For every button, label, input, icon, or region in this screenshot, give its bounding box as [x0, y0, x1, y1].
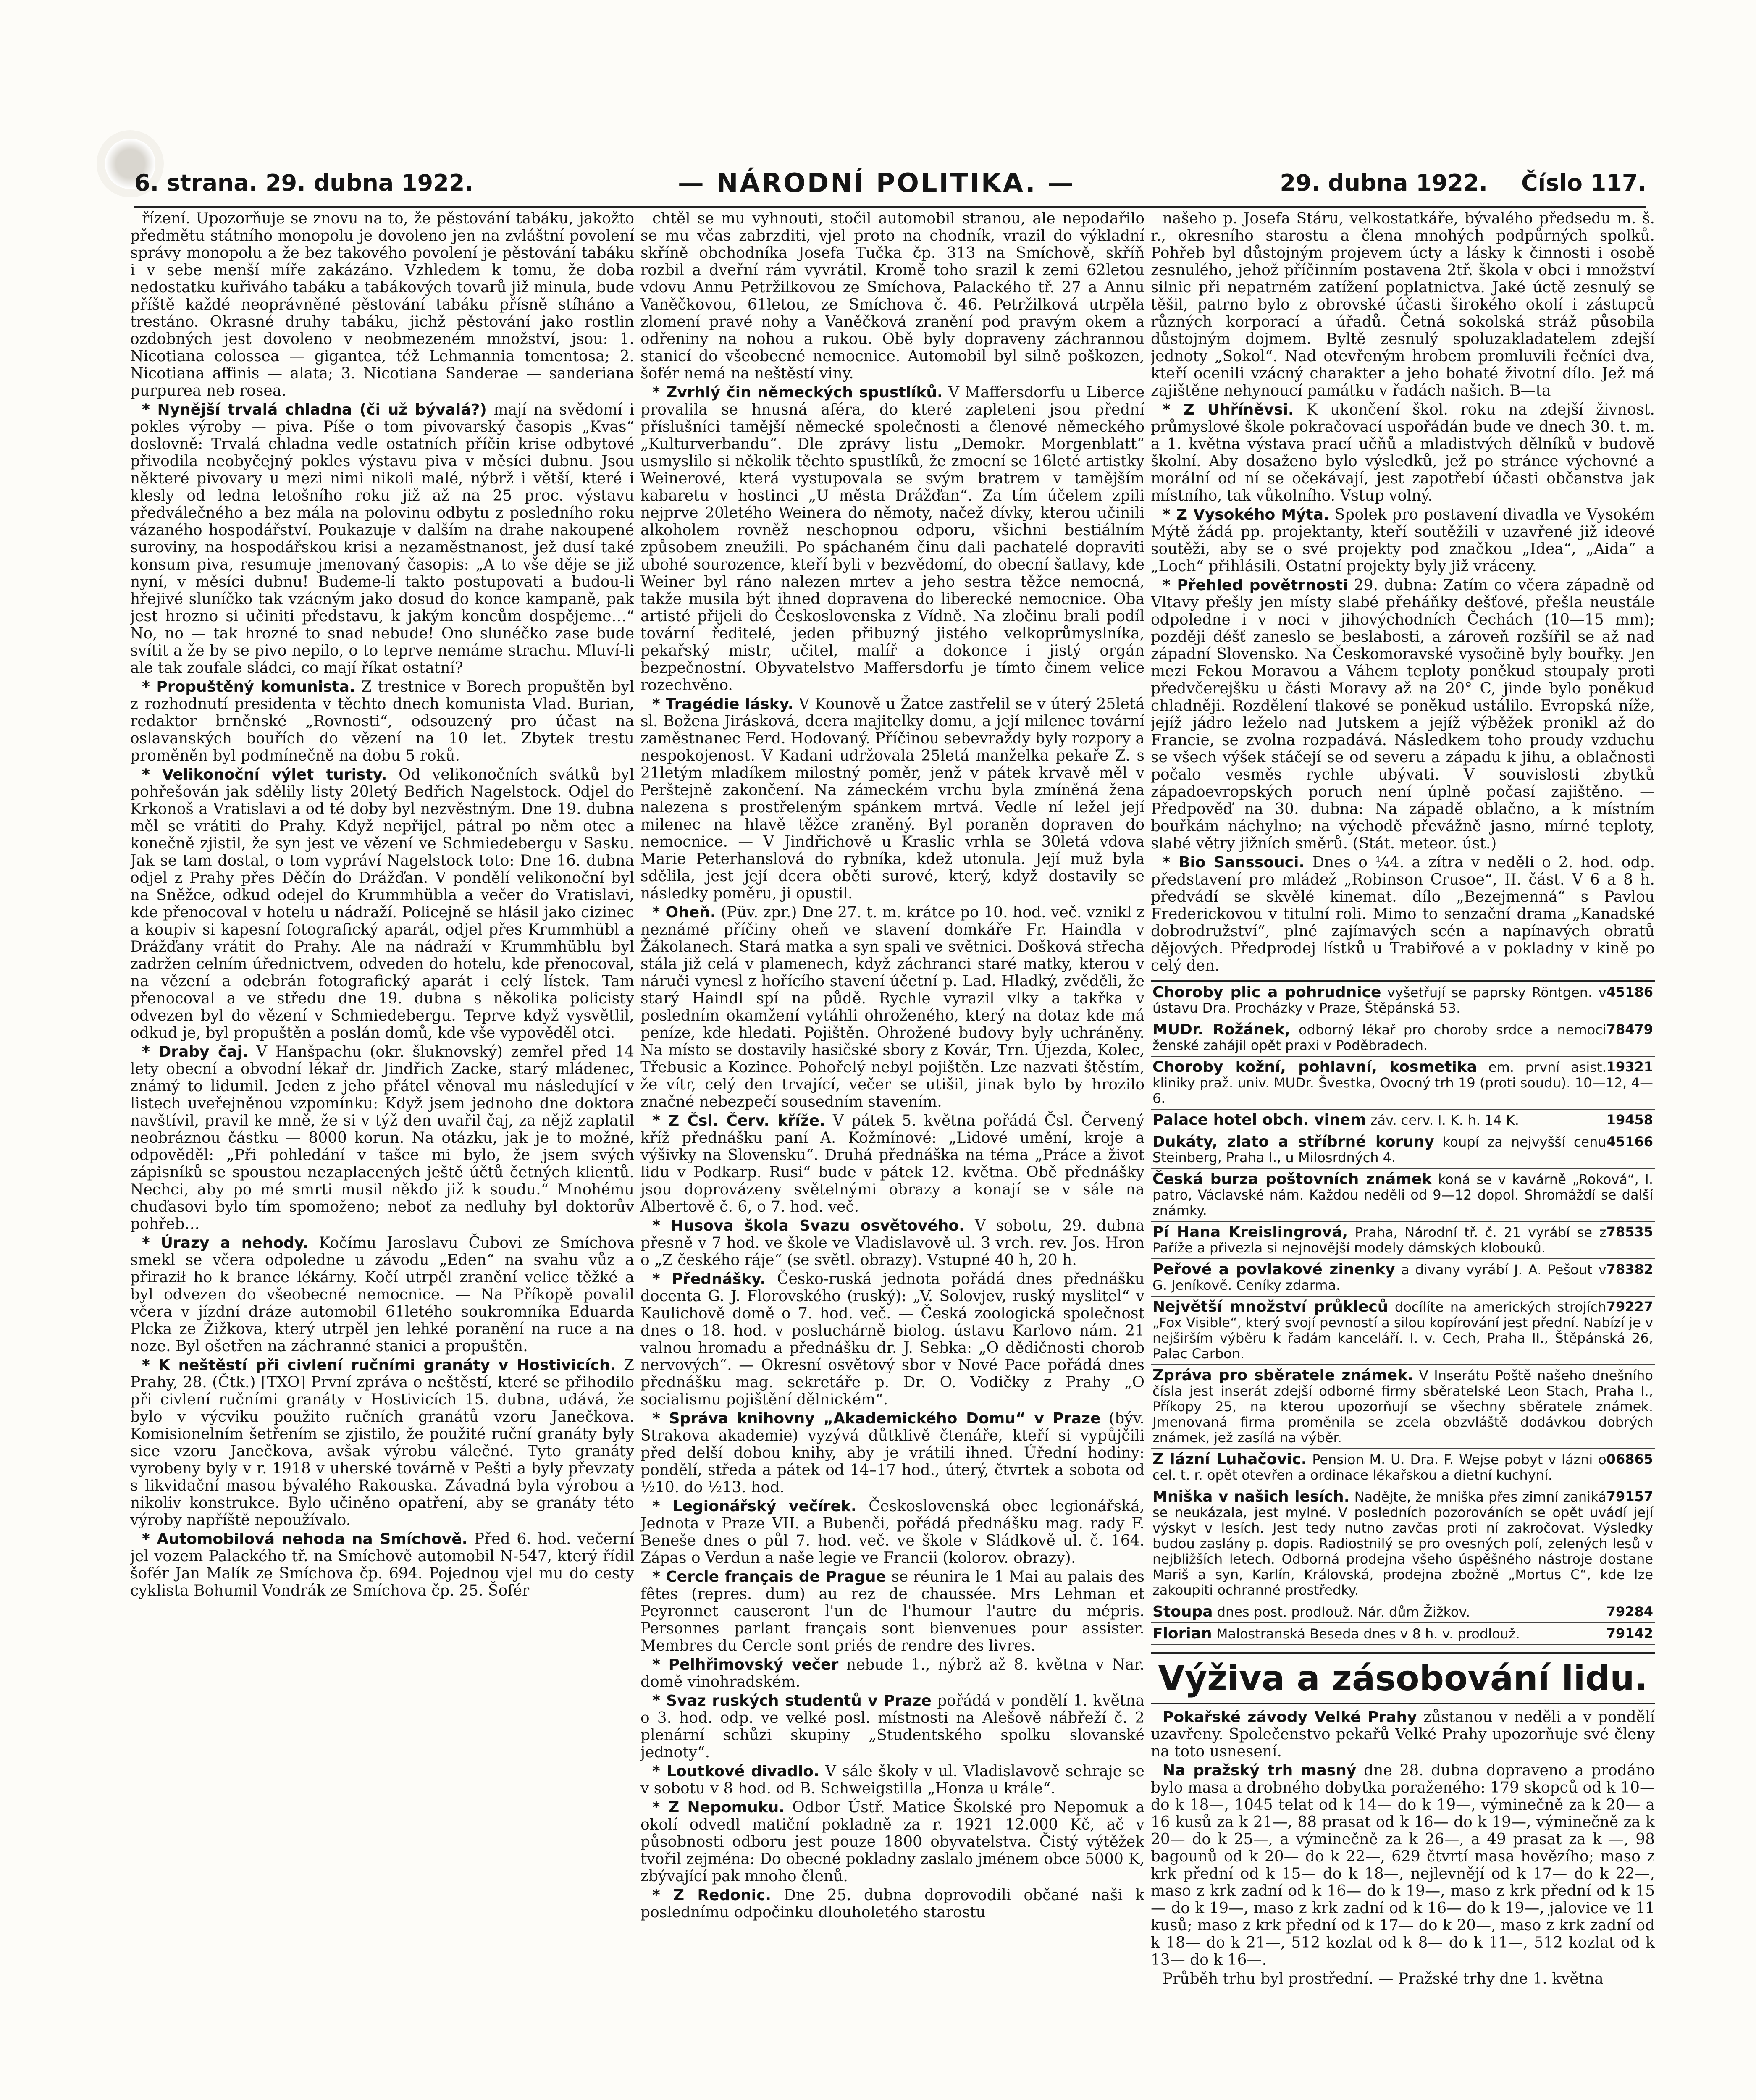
- classified-ad: [1151, 1365, 1655, 1449]
- column-3-articles: [1151, 210, 1655, 974]
- article-paragraph: [1151, 1970, 1655, 1987]
- article-text: pořádá v pondělí 1. května o 3. hod. odp. ve velké posl. místnosti na Alešově nábřeží č. 2 plenární schůzi skupiny „Studentského spolku slovanské jednoty“.: [640, 1692, 1144, 1761]
- ad-text: Nadějte, že mniška přes zimní zaniká se neukázala, jest mylné. V posledních pozorováních se opět uvádí její výskyt v lesích. Jest tedy nutno zavčas proti ní zakročovat. Výsledky budou zaslány p. dopis. Radiostnilý se pro ovesných polí, zelených lesů v nejbližších letech. Odborná prodejna všeho úspěšného nástroje dostane Mariš a syn, Karlín, Královská, prodejna zbožně „Mortus C“, kde lze zakoupiti ochranné prostředky.: [1152, 1489, 1653, 1598]
- article-text: Odbor Ústř. Matice Školské pro Nepomuk a okolí odvedl matiční pokladně za r. 1921 12.000 Kč, ač v působnosti odboru jest pouze 1800 obyvatelstva. Čistý výtěžek tvořil zejména: Do obecné pokladny zaslalo jménem obce 5000 K, zbývající pak mnoho členů.: [640, 1799, 1144, 1885]
- article-text: Průběh trhu byl prostřední. — Pražské trhy dne 1. května: [1163, 1970, 1604, 1987]
- article-heading: * Z Čsl. Červ. kříže.: [652, 1112, 825, 1129]
- article-heading: * Pelhřimovský večer: [652, 1656, 839, 1673]
- article-paragraph: [1151, 401, 1655, 504]
- article-paragraph: [640, 1498, 1144, 1567]
- ad-heading: Zpráva pro sběratele známek.: [1152, 1367, 1413, 1384]
- classified-ad: [1151, 1297, 1655, 1365]
- classified-ad: [1151, 1259, 1655, 1297]
- ad-text: Pension M. U. Dra. F. Wejse pobyt v lázni o cel. t. r. opět otevřen a ordinace lékařskou a dietní kuchyní.: [1152, 1452, 1606, 1483]
- ad-heading: Z lázní Luhačovic.: [1152, 1451, 1307, 1468]
- article-text: mají na svědomí i pokles výroby — piva. Píše o tom pivovarský časopis „Kvas“ doslovně: Trvalá chladna vedle ostatních příčin krise odbytové přivodila neobyčejný pokles výstavu piva v měsíci dubnu. Jsou některé pivovary u mezi nimi nikoli malé, nýbrž i větší, které i klesly od ledna letošního roku již až na 25 proc. výstavu předválečného a bez mála na polovinu odbytu z posledního roku vázaného hospodářství. Poukazuje v dalším na drahe nakoupené suroviny, na hospodářskou krisi a nezaměstnanost, jež dusí také konsum piva, resumuje jmenovaný časopis: „A to vše děje se již nyní, v měsíci dubnu! Budeme-li takto postupovati a budou-li hřejivé sluníčko tak vzácným jako dosud do konce kampaně, pak jest hrozno si učiniti představu, k jakým koncům dospějeme…“ No, no — tak hrozné to snad nebude! Ono slunéčko zase bude svítit a že by se pivo nepilo, o to teprve nemáme strachu. Mluví-li ale tak zoufale sládci, co mají říkat ostatní?: [130, 401, 634, 677]
- ad-number: 06865: [1606, 1451, 1653, 1467]
- article-heading: * Velikonoční výlet turisty.: [142, 766, 387, 783]
- article-heading: Pokařské závody Velké Prahy: [1163, 1709, 1417, 1726]
- article-text: nebude 1., nýbrž až 8. května v Nar. domě vinohradském.: [640, 1656, 1144, 1690]
- classified-ad: [1151, 1019, 1655, 1057]
- column-3: [1151, 210, 1655, 2100]
- article-paragraph: [640, 1887, 1144, 1921]
- article-heading: * Propuštěný komunista.: [142, 678, 355, 696]
- article-text: 29. dubna: Zatím co včera západně od Vltavy přešly jen místy slabé přeháňky dešťové, přešla neustále odpoledne i v noci v jihovýchodních Čechách (10—15 mm); později déšť zaneslo se beslabosti, a zároveň rozšířil se až nad západní Slovensko. Na Českomoravské vysočině byly bouřky. Jen mezi Fekou Moravou a Váhem teploty poněkud stoupaly proti předvčerejšku u části Moravy až na 20° C, jinde bylo poněkud chladněji. Rozdělení tlakové se poněkud ustálilo. Evropská níže, jejíž jádro leželo nad Jutskem a jejíž výběžek pronikl až do Francie, se zvolna rozpadává. Následkem toho proudy vzduchu se všech výšek stáčejí se od severu a západu k jihu, a oblačnosti počalo vesměs rychle ubývati. V souvislosti zbytků západoevropských poruch není úplně počasí zajištěno. — Předpověď na 30. dubna: Na západě oblačno, a k místním bouřkám náchylno; na východě převážně jasno, mírné teploty, slabé větry jižních směrů. (Stát. meteor. úst.): [1151, 577, 1655, 852]
- article-text: Československá obec legionářská, Jednota v Praze VII. a Bubenči, pořádá přednášku mag. rady F. Beneše dnes o půl 7. hod. več. ve škole v Sládkově ul. č. 164. Zápas o Verdun a naše legie ve Francii (kolorov. obrazy).: [640, 1498, 1144, 1567]
- article-text: (býv. Strakova akademie) vyzývá důtklivě čtenáře, kteří si vypůjčili před delší dobou knihy, aby je vrátili ihned. Úřední hodiny: pondělí, středa a pátek od 14–17 hod., úterý, čtvrtek a sobota od ½10. do ½13. hod.: [640, 1410, 1144, 1496]
- classified-ad: [1151, 1601, 1655, 1623]
- article-text: řízení. Upozorňuje se znovu na to, že pěstování tabáku, jakožto předmětu státního monopolu je dovoleno jen na zvláštní povolení správy monopolu a že bez takového povolení je pěstování tabáku i v sebe menší míře zakázáno. Vzhledem k tomu, že doba nedostatku kuřiváho tabáku a tabákových tovarů již minula, bude příště každé neoprávněné pěstování tabáku přísně stíháno a trestáno. Okrasné druhy tabáku, jichž pěstování jako rostlin ozdobných jest dovoleno v neobmezeném množství, jsou: 1. Nicotiana colossea — gigantea, též Lehmannia tomentosa; 2. Nicotiana affinis — alata; 3. Nicotiana Sanderae — sanderiana purpurea neb rosea.: [130, 210, 634, 399]
- article-heading: * Loutkové divadlo.: [652, 1763, 819, 1780]
- ad-number: 19458: [1606, 1112, 1653, 1128]
- article-heading: * Správa knihovny „Akademického Domu“ v Praze: [652, 1410, 1101, 1427]
- article-text: (Püv. zpr.) Dne 27. t. m. krátce po 10. hod. več. vznikl z neznámé příčiny oheň ve stavení domkáře Fr. Haindla v Žákolanech. Stará matka a syn spali ve světnici. Došková střecha stála již celá v plamenech, když záchranci staré matky, kterou v náruči vynesl z hořícího stavení účetní p. Lad. Hladký, zvěděli, že starý Haindl spí na půdě. Rychle vyrazil vlky a takřka v posledním okamžení vytáhli ohroženého, který na dotaz kde má peníze, kde hledati. Pojištěn. Ohrožené budovy byly uchráněny. Na místo se dostavily hasičské sbory z Kovár, Trn. Újezda, Kolec, Třebusic a Kozince. Pohořelý nebyl pojištěn. Lze nazvati štěstím, že vítr, celý den trvající, večer se utišil, jinak bylo by hrozilo značné nebezpečí sousedním stavením.: [640, 904, 1144, 1110]
- ad-heading: Choroby kožní, pohlavní, kosmetika: [1152, 1058, 1478, 1076]
- classified-ad: [1151, 1449, 1655, 1486]
- ad-number: 78479: [1606, 1021, 1653, 1037]
- page-label: 6. strana. 29. dubna 1922.: [134, 169, 473, 196]
- article-paragraph: [640, 696, 1144, 902]
- article-heading: * Draby čaj.: [142, 1043, 248, 1060]
- ad-number: 79142: [1606, 1625, 1653, 1641]
- article-paragraph: [1151, 210, 1655, 399]
- ad-number: 79227: [1606, 1299, 1653, 1315]
- ad-heading: Peřové a povlakové zinenky: [1152, 1261, 1395, 1278]
- article-paragraph: [1151, 1762, 1655, 1969]
- ad-text: vyšetřují se paprsky Röntgen. v ústavu Dra. Procházky v Praze, Štěpánská 53.: [1152, 984, 1606, 1016]
- ad-heading: Mniška v našich lesích.: [1152, 1488, 1350, 1505]
- ad-heading: Největší množství průkleců: [1152, 1298, 1389, 1315]
- ad-text: V Inserátu Poště našeho dnešního čísla jest inserát zdejší odborné firmy sběratelské Leon Stach, Praha I., Příkopy 25, na kterou upozorňují se všechny sběratele známek. Jmenovaná firma proměnila se zcela obzvláště dodávkou dobrých známek, jež zasílá na výběr.: [1152, 1368, 1653, 1446]
- classified-ad: [1151, 1222, 1655, 1259]
- article-heading: * Oheň.: [652, 904, 716, 921]
- section-title: Výživa a zásobování lidu.: [1151, 1652, 1655, 1704]
- article-text: V pátek 5. května pořádá Čsl. Červený kříž přednášku paní A. Kožmínové: „Lidové umění, kroje a výšivky na Slovensku“. Druhá přednáška na téma „Práce a život lidu v Podkarp. Rusi“ bude v pátek 12. května. Obě přednášky jsou doprovázeny světelnými obrazy a konají se v sále na Albertově č. 6, o 7. hod. več.: [640, 1112, 1144, 1215]
- article-text: V Hanšpachu (okr. šluknovský) zemřel před 14 lety obecní a obvodní lékař dr. Jindřich Zacke, starý mládenec, známý to lidumil. Jeden z jeho přátel věnoval mu následující v listech uveřejněnou vzpomínku: Když jsem jednoho dne doktora navštívil, pravil ke mně, že si v týž den uvařil čaj, za nějž zaplatil neobráznou částku — 8000 korun. Na otázku, jak je to možné, odpověděl: „Při pohledání v tašce mi bylo, že jsem svých zápisníků se spoustou nezaplacených ještě účtů četných klientů. Nechci, aby po mé smrti musil někdo již k soudu.“ Mnohému chuďasovi bylo tím spomoženo; neboť za nedluhy byl doktorův pohřeb…: [130, 1043, 634, 1233]
- article-heading: * Automobilová nehoda na Smíchově.: [142, 1530, 468, 1548]
- ad-text: koná se v kavárně „Roková“, I. patro, Václavské nám. Každou neděli od 9—12 dopol. Shromáždí se další známky.: [1152, 1171, 1653, 1218]
- ad-text: docílíte na amerických strojích „Fox Visible“, který svojí pevností a silou kopírování jest přední. Nabízí je v nejširším výběru k řadám kanceláří. I. v. Cech, Praha II., Štěpánská 26, Palac Carbon.: [1152, 1299, 1654, 1362]
- ad-number: 45186: [1606, 984, 1653, 1000]
- article-text: Spolek pro postavení divadla ve Vysokém Mýtě žádá pp. projektanty, kteří soutěžili v uzavřené již ideové soutěži, aby se o své projekty pod značkou „Idea“, „Aida“ a „Loch“ přihlásili. Ostatní projekty byly již vráceny.: [1151, 506, 1655, 575]
- ad-number: 45166: [1606, 1134, 1653, 1150]
- article-text: K ukončení škol. roku na zdejší živnost. průmyslové škole pokračovací uspořádán bude ve dnech 30. t. m. a 1. května výstava prací učňů a mladistvých dělníků v budově školní. Aby dosaženo bylo výsledků, jež po stránce výchovné a morální od ní se očekávají, jest zapotřebí účasti občanstva jak místního, tak vůkolního. Vstup volný.: [1151, 401, 1655, 504]
- classified-ad: [1151, 1131, 1655, 1169]
- article-paragraph: [640, 1799, 1144, 1885]
- ad-heading: Florian: [1152, 1625, 1212, 1642]
- columns: [130, 210, 1655, 2100]
- article-heading: * Přehled povětrnosti: [1163, 577, 1348, 594]
- classified-ad: [1151, 1623, 1655, 1645]
- article-heading: * Tragédie lásky.: [652, 696, 794, 713]
- classified-ad: [1151, 1486, 1655, 1601]
- header-date: 29. dubna 1922.: [1280, 169, 1488, 196]
- article-text: chtěl se mu vyhnouti, stočil automobil stranou, ale nepodařilo se mu včas zabrzditi, vjel proto na chodník, vrazil do výkladní skříně obchodníka Josefa Tučka čp. 313 na Smíchově, skříň rozbil a dveřní rám vyvrátil. Kromě toho srazil k zemi 62letou vdovu Annu Petržilkovou ze Smíchova, Palackého tř. 27 a Annu Vaněčkovou, 61letou, ze Smíchova č. 46. Petržilková utrpěla zlomení pravé nohy a Vaněčková zranění pod pravým okem a odřeniny na nohou a rukou. Obě byly dopraveny záchrannou stanicí do všeobecné nemocnice. Automobil byl silně poškozen, šofér nemá na neštěstí viny.: [640, 210, 1144, 382]
- masthead: — NÁRODNÍ POLITIKA. —: [677, 167, 1076, 198]
- article-paragraph: [130, 1357, 634, 1529]
- ad-number: 79284: [1606, 1604, 1653, 1620]
- article-paragraph: [130, 210, 634, 399]
- article-text: Dnes o ¼4. a zítra v neděli o 2. hod. odp. představení pro mládež „Robinson Crusoe“, II. část. V 6 a 8 h. předvádí se skvělé kinemat. dílo „Bezejmenná“ s Pavlou Frederickovou v titulní roli. Mimo to senzační drama „Kanadské dobrodružství“, plné zajímavých scén a napínavých obratů dějových. Předprodej lístků u Trabiřové a v pokladny v kině po celý den.: [1151, 854, 1655, 974]
- article-heading: * Husova škola Svazu osvětového.: [652, 1217, 965, 1234]
- ad-text: a divany vyrábí J. A. Pešout v G. Jeníkově. Ceníky zdarma.: [1152, 1262, 1606, 1293]
- article-heading: * Zvrhlý čin německých spustlíků.: [652, 384, 943, 401]
- article-text: Z Prahy, 28. (Čtk.) [TXO] První zpráva o neštěstí, které se přihodilo při civlení ručními granáty v Hostivicích 15. dubna, udává, že bylo v výcviku použito ručních granátů vzoru Janečkova. Komisionelním šetřením se zjistilo, že použité ruční granáty byly sice vzoru Janečkova, avšak výrobu válečné. Tyto granáty vyrobeny byly v r. 1918 v uherské továrně v Pešti a byly převzaty s likvidační masou bývalého Rakouska. Závadná byla výrobou a nikoliv konstrukce. Bylo učiněno opatření, aby se granáty této výroby napříště nepoužívalo.: [130, 1357, 634, 1529]
- ad-heading: Stoupa: [1152, 1603, 1213, 1620]
- article-text: dne 28. dubna dopraveno a prodáno bylo masa a drobného dobytka poraženého: 179 skopců od k 10— do k 18—, 1045 telat od k 14— do k 19—, výminečně za k 20— a 16 kusů za k 21—, 88 prasat od k 16— do k 19—, výminečně za k 20— do k 25—, a výminečně za k 26—, a 49 prasat za k —, 98 bagounů od k 20— do k 22—, 629 čtvrtí masa hovězího; maso z krk přední od k 15— do k 18—, nejlevnějí od k 17— do k 22—, maso z krk zadní od k 16— do k 19—, maso z krk přední od k 15— do k 19—, maso z krk zadní od k 16— do k 19—, jalovice ve 11 kusů; maso z krk přední od k 17— do k 20—, maso z krk zadní od k 18— do k 21—, 512 kozlat od k 8— do k 11—, 512 kozlat od k 13— do k 16—.: [1151, 1762, 1655, 1969]
- article-heading: Na pražský trh masný: [1163, 1762, 1357, 1779]
- article-paragraph: [640, 1656, 1144, 1690]
- ad-heading: Choroby plic a pohrudnice: [1152, 984, 1381, 1001]
- article-heading: * Z Uhříněvsi.: [1163, 401, 1294, 418]
- article-paragraph: [640, 1568, 1144, 1654]
- article-paragraph: [640, 1112, 1144, 1215]
- page-header: [134, 160, 1646, 208]
- article-text: V Kounově u Žatce zastřelil se v úterý 25letá sl. Božena Jirásková, dcera majitelky domu, a její milenec tovární zaměstnanec Ferd. Hodovaný. Příčinou sebevraždy byly rozpory a nespokojenost. V Kadani udržovala 25letá manželka pekaře Z. s 21letým mladíkem milostný poměr, jenž v pátek krvavě měl v Perštejně zakončení. Na zámeckém vrchu byla zmíněná žena nalezena s prostřeleným spánkem mrtvá. Vedle ní ležel její milenec na hlavě těžce zraněný. Byl poraněn dopraven do nemocnice. — V Jindřichově u Kraslic vrhla se 30letá vdova Marie Peterhanslová do rybníka, kdež utonula. Její muž byla sdělila, jest její dcera oběti surové, který, když dostavily se následky poměru, ji opustil.: [640, 696, 1144, 902]
- ad-number: 78382: [1606, 1261, 1653, 1277]
- column-2: [640, 210, 1144, 2100]
- article-heading: * Bio Sanssouci.: [1163, 854, 1305, 871]
- ad-text: záv. cerv. I. K. h. 14 K.: [1370, 1112, 1519, 1128]
- article-paragraph: [640, 1410, 1144, 1496]
- article-text: Od velikonočních svátků byl pohřešován jak sdělily listy 20letý Bedřich Nagelstock. Odjel do Krkonoš a Vratislavi a od té doby byl nezvěstným. Dne 19. dubna měl se vrátiti do Prahy. Když nepřijel, pátral po něm otec a konečně zjistil, že syn jest ve vězení ve Schmiedebergu v Sasku. Jak se tam dostal, o tom vypráví Nagelstock toto: Dne 16. dubna odjel z Prahy přes Děčín do Drážďan. V pondělí velikonoční byl na Sněžce, odkud odejel do Krummhübla a večer do Vratislavi, kde přenocoval v hotelu u nádraží. Policejně se hlásil jako cizinec a koupiv si kapesní fotografický aparát, odjel přes Krummhübl a Drážďany vrátit do Prahy. Ale na nádraží v Krummhüblu byl zadržen celním úřednictvem, odveden do hotelu, kde přenocoval, na vězení a odebrán fotografický aparát i celý lístek. Tam přenocoval a ve středu dne 19. dubna s několika policisty odvezen byl do vězení v Schmiedebergu. Teprve když vysvětlil, odkud je, byl propuštěn a poslán domů, kde vše vypověděl otci.: [130, 766, 634, 1042]
- article-heading: * Z Vysokého Mýta.: [1163, 506, 1329, 523]
- ad-text: odborný lékař pro choroby srdce a nemoci ženské zahájil opět praxi v Poděbradech.: [1152, 1022, 1606, 1053]
- article-paragraph: [130, 1530, 634, 1599]
- header-right: [1280, 170, 1646, 196]
- article-paragraph: [1151, 577, 1655, 852]
- article-paragraph: [130, 1043, 634, 1233]
- article-text: Dne 25. dubna doprovodili občané naši k poslednímu odpočinku dlouholetého starostu: [640, 1887, 1144, 1921]
- article-paragraph: [130, 1234, 634, 1355]
- article-paragraph: [640, 904, 1144, 1110]
- classified-ad: [1151, 982, 1655, 1019]
- article-paragraph: [130, 401, 634, 677]
- article-paragraph: [640, 384, 1144, 694]
- ad-text: koupí za nejvyšší cenu Steinberg, Praha I., u Milosrdných 4.: [1152, 1134, 1606, 1166]
- article-heading: * Nynější trvalá chladna (či už bývalá?): [142, 401, 487, 418]
- ad-heading: Česká burza poštovních známek: [1152, 1171, 1432, 1188]
- ad-heading: Dukáty, zlato a stříbrné koruny: [1152, 1133, 1435, 1150]
- issue-number: Číslo 117.: [1521, 169, 1646, 196]
- ad-heading: Pí Hana Kreislingrová,: [1152, 1223, 1348, 1241]
- article-paragraph: [1151, 854, 1655, 974]
- article-text: našeho p. Josefa Stáru, velkostatkáře, bývalého předsedu m. š. r., okresního starostu a člena mnohých podpůrných spolků. Pohřeb byl důstojným projevem úcty a lásky k činnosti i osobě zesnulého, jehož příčinním postavena 2tř. škola v obci i množství silnic při nepatrném zatížení poplatnictva. Jaké úctě zesnulý se těšil, patrno bylo z obrovské účasti širokého okolí i zástupců různých korporací a úřadů. Četná sokolská stráž působila důstojným dojmem. Byltě zesnulý spoluzakladatelem zdejší jednoty „Sokol“. Nad otevřeným hrobem promluvili řečníci dva, kteří ocenili vzácný charakter a jeho bohaté životní dílo. Jež má zajištěne nehynoucí památku v řadách našich. B—ta: [1151, 210, 1655, 399]
- ad-number: 19321: [1606, 1059, 1653, 1075]
- article-heading: * Legionářský večírek.: [652, 1498, 857, 1515]
- ad-text: Praha, Národní tř. č. 21 vyrábí se z Paříže a přivezla si nejnovější modely dámských klobouků.: [1152, 1224, 1606, 1256]
- ad-text: Malostranská Beseda dnes v 8 h. v. prodlouž.: [1216, 1626, 1520, 1642]
- article-paragraph: [640, 210, 1144, 382]
- ad-text: dnes post. prodlouž. Nár. dům Žižkov.: [1217, 1604, 1470, 1620]
- article-text: zůstanou v neděli a v pondělí uzavřeny. Společenstvo pekařů Velké Prahy upozorňuje své členy na toto usnesení.: [1151, 1709, 1655, 1760]
- article-text: V sobotu, 29. dubna přesně v 7 hod. ve škole ve Vladislavově ul. 3 vrch. rev. Jos. Hron o „Z českého ráje“ (se světl. obrazy). Vstupné 40 h, 20 h.: [640, 1217, 1144, 1269]
- article-paragraph: [640, 1763, 1144, 1797]
- column-1: [130, 210, 634, 2100]
- article-text: se réunira le 1 Mai au palais des fêtes (repres. dum) au rez de chaussée. Mrs Lehman et Peyronnet causeront l'un de l'humour l'autre du mépris. Personnes parlant français sont bienvenues pour assister. Membres du Cercle sont priés de rendre des livres.: [640, 1568, 1144, 1654]
- article-heading: * Svaz ruských studentů v Praze: [652, 1692, 932, 1709]
- ad-heading: MUDr. Rožánek,: [1152, 1021, 1291, 1038]
- article-text: V sále školy v ul. Vladislavově sehraje se v sobotu v 8 hod. od B. Schweigstilla „Honza u krále“.: [640, 1763, 1144, 1797]
- ad-number: 78535: [1606, 1224, 1653, 1240]
- article-paragraph: [1151, 1709, 1655, 1760]
- article-text: Česko-ruská jednota pořádá dnes přednášku docenta G. J. Florovského (ruský): „V. Solovjev, ruský myslitel“ v Kaulichově domě o 7. hod. več. — Česká zoologická společnost dnes o 18. hod. v posluchárně biolog. ústavu Karlovo nám. 21 valnou hromadu a přednášku dr. J. Sebka: „O dědičnosti chorob nervových“. — Okresní osvětový sbor v Nové Pace pořádá dnes přednášku mag. sekretáře p. Dr. O. Vodičky z Prahy „O socialismu pojištění dělnickém“.: [640, 1270, 1144, 1408]
- article-paragraph: [130, 678, 634, 764]
- ad-number: 79157: [1606, 1488, 1653, 1504]
- article-heading: * Z Nepomuku.: [652, 1799, 785, 1816]
- article-paragraph: [640, 1270, 1144, 1408]
- ad-text: em. první asist. kliniky praž. univ. MUDr. Švestka, Ovocný trh 19 (proti soudu). 10—12, 4—6.: [1152, 1059, 1653, 1106]
- article-heading: * Přednášky.: [652, 1270, 766, 1288]
- article-heading: * K neštěstí při civlení ručními granáty v Hostivicích.: [142, 1357, 616, 1374]
- article-text: Před 6. hod. večerní jel vozem Palackého tř. na Smíchově automobil N-547, který řídil šofér Jan Malík ze Smíchova čp. 694. Pojednou vjel mu do cesty cyklista Bohumil Vondrák ze Smíchova čp. 25. Šofér: [130, 1530, 634, 1599]
- article-paragraph: [640, 1217, 1144, 1269]
- article-paragraph: [640, 1692, 1144, 1761]
- classified-ad: [1151, 1169, 1655, 1222]
- article-paragraph: [130, 766, 634, 1042]
- advertisements: [1151, 980, 1655, 1645]
- article-paragraph: [1151, 506, 1655, 575]
- classified-ad: [1151, 1110, 1655, 1131]
- article-heading: * Cercle français de Prague: [652, 1568, 886, 1586]
- classified-ad: [1151, 1057, 1655, 1110]
- ad-heading: Palace hotel obch. vinem: [1152, 1111, 1366, 1129]
- article-text: Z trestnice v Borech propuštěn byl z rozhodnutí presidenta v těchto dnech komunista Vlad. Burian, redaktor brněnské „Rovnosti“, odsouzený pro účast na oslavanských bouřích do vězení na 10 let. Zbytek trestu proměněn byl podmínečně na dobu 5 roků.: [130, 678, 634, 764]
- section-items: [1151, 1709, 1655, 1987]
- article-heading: * Úrazy a nehody.: [142, 1234, 309, 1252]
- article-text: V Maffersdorfu u Liberce provalila se hnusná aféra, do které zapleteni jsou přední příslušníci tamější německé společnosti a členové německého „Kulturverbandu“. Dle zprávy listu „Demokr. Morgenblatt“ usmyslilo si několik těchto spustlíků, že zmocní se 16leté artistky Weinerové, která vystupovala se svým bratrem v tamějším kabaretu v hostinci „U města Drážďan“. Za tím účelem zpili nejprve 20letého Weinera do němoty, načež dívky, kterou učinili alkoholem rovněž neschopnou odporu, všichni bestiálním způsobem zneužili. Po spáchaném činu dali pachatelé dopraviti ubohé sourozence, kteří byli v bezvědomí, do obecní šatlavy, kde Weiner byl ráno nalezen mrtev a jeho sestra těžce nemocná, takže musila být ihned dopravena do liberecké nemocnice. Oba artisté přijeli do Československa z Vídně. Na zločinu brali podíl tovární ředitelé, jeden přibuzný jistého velkoprůmyslníka, pekařský mistr, učitel, malíř a dokonce i jistý orgán bezpečnostní. Obyvatelstvo Maffersdorfu je tímto činem velice rozechvěno.: [640, 384, 1144, 694]
- article-heading: * Z Redonic.: [652, 1887, 771, 1904]
- article-text: Kočímu Jaroslavu Čubovi ze Smíchova smekl se včera odpoledne u závodu „Eden“ na svahu vůz a přiraził ho k brance lékárny. Kočí utrpěl zranění velice těžké a byl odvezen do všeobecné nemocnice. — Na Příkopě povalil včera v jízdní dráze automobil 61letého soukromníka Eduarda Plcka ze Žižkova, který utrpěl jen lehké poranění na ruce a na noze. Byl ošetřen na záchranné stanici a propuštěn.: [130, 1234, 634, 1355]
